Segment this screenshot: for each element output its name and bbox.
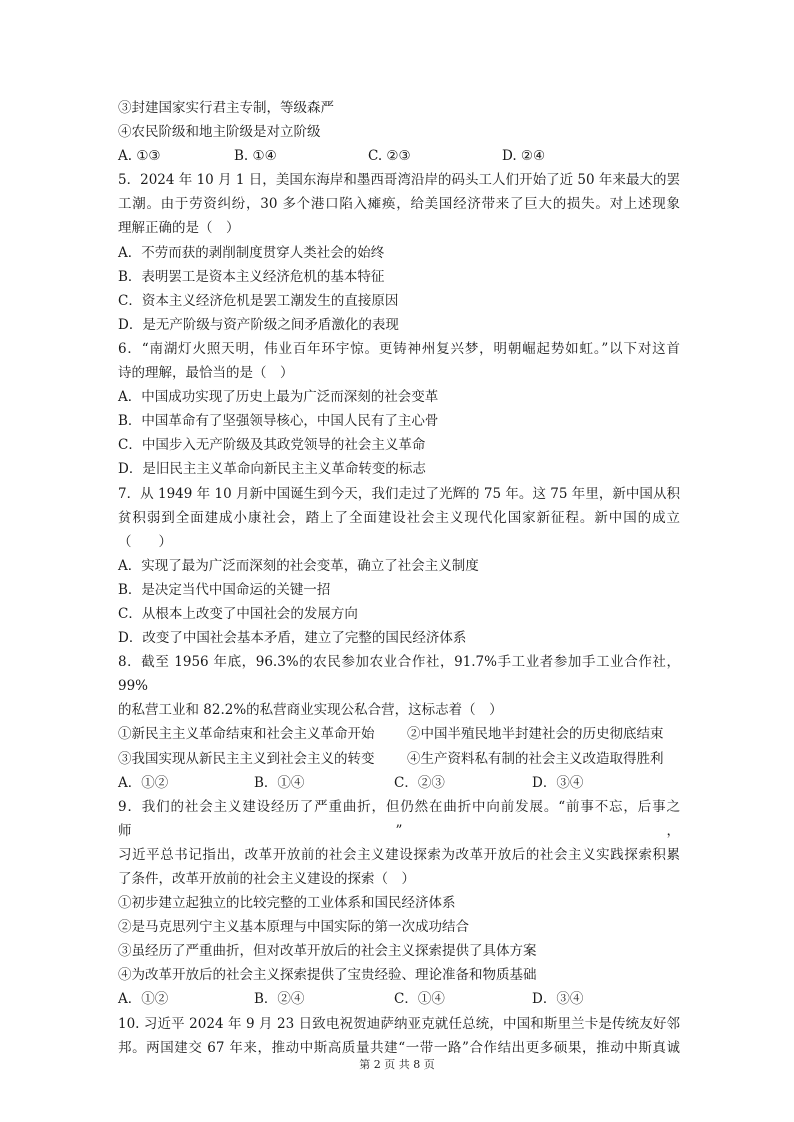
answer-choices xyxy=(118,144,680,168)
option-1: ①新民主主义革命结束和社会主义革命开始 xyxy=(118,726,375,743)
option-4: ④生产资料私有制的社会主义改造取得胜利 xyxy=(407,750,664,767)
choice-c: C．①④ xyxy=(394,991,445,1008)
option-3: ③我国实现从新民主主义到社会主义的转变 xyxy=(118,750,375,767)
choice-a: A. ①③ xyxy=(118,148,161,165)
question-9-stem: 了条件，改革开放前的社会主义建设的探索（ ） xyxy=(118,871,415,887)
choice-d: D．是旧民主主义革命向新民主主义革命转变的标志 xyxy=(118,461,426,478)
choice-d: D．③④ xyxy=(532,774,584,791)
option-4: ④为改革开放后的社会主义探索提供了宝贵经验、理论准备和物质基础 xyxy=(118,967,537,984)
question-7-stem: （ ） xyxy=(118,533,172,550)
question-5-stem: 理解正确的是（ ） xyxy=(118,220,240,237)
question-9-stem: 习近平总书记指出，改革开放前的社会主义建设探索为改革开放后的社会主义实践探索积累 xyxy=(118,846,680,863)
option-row xyxy=(118,722,680,746)
choice-a: A．①② xyxy=(118,991,169,1008)
option-row xyxy=(118,747,680,771)
question-5-stem: 5．2024 年 10 月 1 日，美国东海岸和墨西哥湾沿岸的码头工人们开始了近 50 年来最大的罢 xyxy=(118,172,680,189)
question-6-stem: 诗的理解，最恰当的是（ ） xyxy=(118,365,294,382)
choice-c: C．资本主义经济危机是罢工潮发生的直接原因 xyxy=(118,292,399,309)
question-7-stem: 7．从 1949 年 10 月新中国诞生到今天，我们走过了光辉的 75 年。这 75 年里，新中国从积 xyxy=(118,485,680,502)
question-8-stem: 8．截至 1956 年底，96.3%的农民参加农业合作社，91.7%手工业者参加手工业合作社，99% xyxy=(118,654,680,695)
question-7-stem: 贫积弱到全面建成小康社会，踏上了全面建设社会主义现代化国家新征程。新中国的成立 xyxy=(118,509,680,526)
choice-b: B．中国革命有了坚强领导核心，中国人民有了主心骨 xyxy=(118,413,439,430)
option-2: ②是马克思列宁主义基本原理与中国实际的第一次成功结合 xyxy=(118,919,469,936)
choice-b: B．①④ xyxy=(254,774,305,791)
choice-c: C．从根本上改变了中国社会的发展方向 xyxy=(118,605,358,622)
choice-a: A．①② xyxy=(118,774,169,791)
question-6-stem: 6．“南湖灯火照天明，伟业百年环宇惊。更铸神州复兴梦，明朝崛起势如虹。”以下对这首 xyxy=(118,340,680,357)
choice-d: D．是无产阶级与资产阶级之间矛盾激化的表现 xyxy=(118,316,399,333)
choice-d: D．改变了中国社会基本矛盾，建立了完整的国民经济体系 xyxy=(118,630,467,647)
choice-c: C．②③ xyxy=(394,774,445,791)
question-9-stem: 9．我们的社会主义建设经历了严重曲折，但仍然在曲折中向前发展。“前事不忘，后事之师”， xyxy=(118,798,680,839)
choice-a: A．不劳而获的剥削制度贯穿人类社会的始终 xyxy=(118,244,385,261)
choice-a: A．中国成功实现了历史上最为广泛而深刻的社会变革 xyxy=(118,389,439,406)
choice-c: C．中国步入无产阶级及其政党领导的社会主义革命 xyxy=(118,437,426,454)
question-5-stem: 工潮。由于劳资纠纷，30 多个港口陷入瘫痪，给美国经济带来了巨大的损失。对上述现象 xyxy=(118,196,680,213)
question-10-stem: 10. 习近平 2024 年 9 月 23 日致电祝贺迪萨纳亚克就任总统，中国和斯里兰卡是传统友好邻 xyxy=(118,1015,680,1032)
choice-a: A．实现了最为广泛而深刻的社会变革，确立了社会主义制度 xyxy=(118,557,479,574)
option-1: ①初步建立起独立的比较完整的工业体系和国民经济体系 xyxy=(118,895,456,912)
choice-d: D. ②④ xyxy=(502,148,546,165)
question-10-stem: 邦。两国建交 67 年来，推动中斯高质量共建“一带一路”合作结出更多硕果，推动中斯真诚 xyxy=(118,1039,680,1056)
page-number: 第 2 页 共 8 页 xyxy=(359,1058,435,1071)
option-line: ④农民阶级和地主阶级是对立阶级 xyxy=(118,124,321,141)
choice-b: B．②④ xyxy=(254,991,305,1008)
choice-b: B．是决定当代中国命运的关键一招 xyxy=(118,581,331,598)
choice-c: C. ②③ xyxy=(368,148,411,165)
answer-choices xyxy=(118,987,680,1011)
exam-page xyxy=(118,96,680,1060)
option-3: ③虽经历了严重曲折，但对改革开放后的社会主义探索提供了具体方案 xyxy=(118,943,537,960)
choice-b: B. ①④ xyxy=(234,148,277,165)
choice-d: D．③④ xyxy=(532,991,584,1008)
option-line: ③封建国家实行君主专制，等级森严 xyxy=(118,100,334,116)
choice-b: B．表明罢工是资本主义经济危机的基本特征 xyxy=(118,268,385,285)
option-2: ②中国半殖民地半封建社会的历史彻底结束 xyxy=(407,726,664,743)
question-8-stem: 的私营工业和 82.2%的私营商业实现公私合营，这标志着（ ） xyxy=(118,702,503,719)
answer-choices xyxy=(118,771,680,795)
